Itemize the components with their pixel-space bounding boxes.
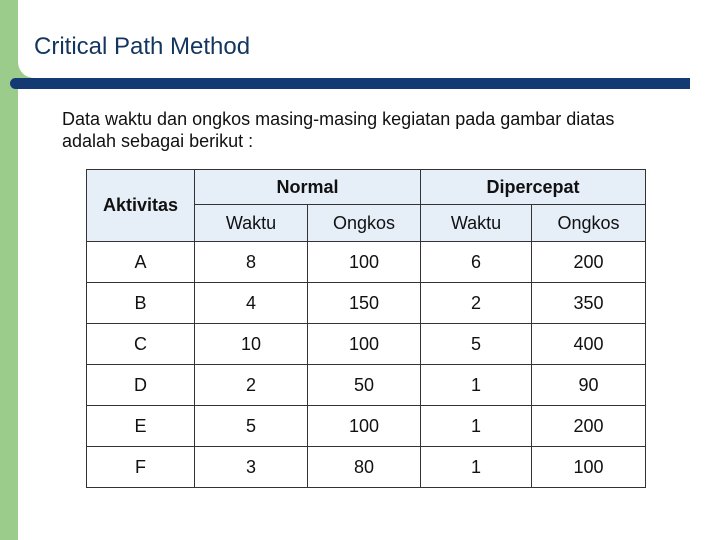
- title-divider: [10, 78, 690, 89]
- header-normal: Normal: [195, 170, 421, 205]
- cell-waktu-dipercepat: 5: [421, 324, 532, 365]
- cell-ongkos-normal: 100: [308, 242, 421, 283]
- cell-aktivitas: C: [87, 324, 195, 365]
- cell-aktivitas: D: [87, 365, 195, 406]
- cell-ongkos-normal: 80: [308, 447, 421, 488]
- table-row: [87, 283, 646, 324]
- table-header-row: [87, 170, 646, 205]
- table-row: [87, 406, 646, 447]
- cell-ongkos-dipercepat: 200: [532, 242, 646, 283]
- cell-ongkos-normal: 100: [308, 406, 421, 447]
- cell-waktu-dipercepat: 1: [421, 406, 532, 447]
- cell-ongkos-dipercepat: 90: [532, 365, 646, 406]
- slide-title: Critical Path Method: [34, 33, 251, 60]
- cell-waktu-dipercepat: 2: [421, 283, 532, 324]
- cell-aktivitas: E: [87, 406, 195, 447]
- cell-ongkos-dipercepat: 350: [532, 283, 646, 324]
- header-waktu-dipercepat: Waktu: [421, 205, 532, 242]
- cell-waktu-normal: 2: [195, 365, 308, 406]
- cost-time-table: [86, 169, 646, 488]
- cell-waktu-normal: 5: [195, 406, 308, 447]
- cell-waktu-dipercepat: 1: [421, 365, 532, 406]
- header-ongkos-normal: Ongkos: [308, 205, 421, 242]
- table-row: [87, 324, 646, 365]
- cell-ongkos-normal: 100: [308, 324, 421, 365]
- cell-ongkos-dipercepat: 100: [532, 447, 646, 488]
- cell-waktu-normal: 8: [195, 242, 308, 283]
- cell-ongkos-dipercepat: 200: [532, 406, 646, 447]
- cell-aktivitas: B: [87, 283, 195, 324]
- cell-waktu-dipercepat: 6: [421, 242, 532, 283]
- cell-waktu-normal: 10: [195, 324, 308, 365]
- cell-waktu-dipercepat: 1: [421, 447, 532, 488]
- table-row: [87, 242, 646, 283]
- cell-aktivitas: F: [87, 447, 195, 488]
- table-row: [87, 365, 646, 406]
- cell-ongkos-normal: 50: [308, 365, 421, 406]
- header-ongkos-dipercepat: Ongkos: [532, 205, 646, 242]
- header-dipercepat: Dipercepat: [421, 170, 646, 205]
- cell-aktivitas: A: [87, 242, 195, 283]
- cell-ongkos-normal: 150: [308, 283, 421, 324]
- intro-text: Data waktu dan ongkos masing-masing kegiatan pada gambar diatas adalah sebagai berikut :: [62, 109, 615, 151]
- cell-ongkos-dipercepat: 400: [532, 324, 646, 365]
- header-waktu-normal: Waktu: [195, 205, 308, 242]
- table-row: [87, 447, 646, 488]
- cell-waktu-normal: 4: [195, 283, 308, 324]
- header-aktivitas: Aktivitas: [87, 170, 195, 242]
- cell-waktu-normal: 3: [195, 447, 308, 488]
